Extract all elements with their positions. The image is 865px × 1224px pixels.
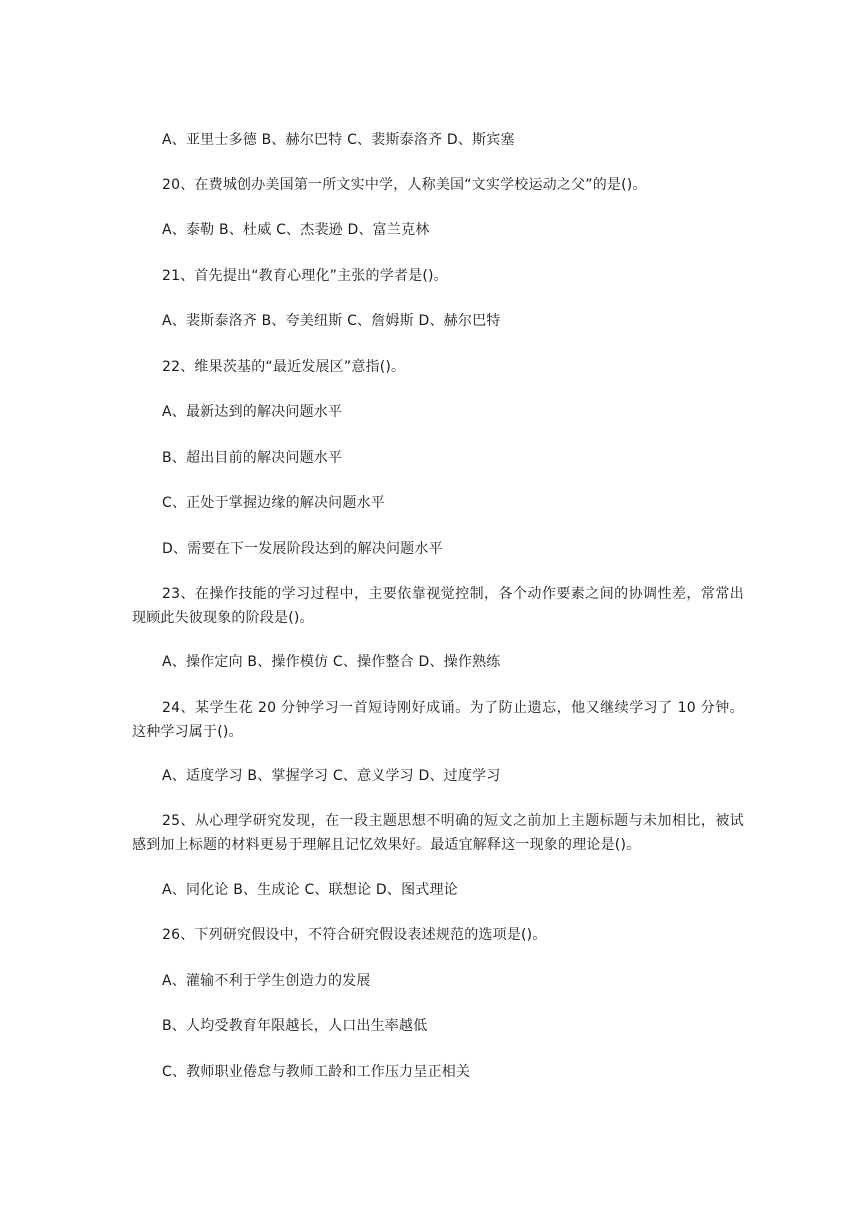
q25-question: 25、从心理学研究发现，在一段主题思想不明确的短文之前加上主题标题与未加相比，被试感到加上标题的材料更易于理解且记忆效果好。最适宜解释这一现象的理论是()。 [132,813,744,853]
q24-options: A、适度学习 B、掌握学习 C、意义学习 D、过度学习 [162,768,501,784]
q26-option-a: A、灌输不利于学生创造力的发展 [162,973,371,989]
q26-option-c: C、教师职业倦怠与教师工龄和工作压力呈正相关 [162,1064,471,1080]
q20-question: 20、在费城创办美国第一所文实中学，人称美国“文实学校运动之父”的是()。 [162,177,647,193]
q23-options: A、操作定向 B、操作模仿 C、操作整合 D、操作熟练 [162,654,501,670]
q21-options: A、裴斯泰洛齐 B、夸美纽斯 C、詹姆斯 D、赫尔巴特 [162,313,501,329]
q22-option-a: A、最新达到的解决问题水平 [162,404,343,420]
q26-question: 26、下列研究假设中，不符合研究假设表述规范的选项是()。 [162,927,547,943]
q19-options: A、亚里士多德 B、赫尔巴特 C、裴斯泰洛齐 D、斯宾塞 [162,132,515,148]
q20-options: A、泰勒 B、杜威 C、杰裴逊 D、富兰克林 [162,222,430,238]
q24-question: 24、某学生花 20 分钟学习一首短诗刚好成诵。为了防止遗忘，他又继续学习了 10 分钟。这种学习属于()。 [132,700,744,740]
q25-options: A、同化论 B、生成论 C、联想论 D、图式理论 [162,882,458,898]
q22-question: 22、维果茨基的“最近发展区”意指()。 [162,359,406,375]
q21-question: 21、首先提出“教育心理化”主张的学者是()。 [162,268,448,284]
q22-option-b: B、超出目前的解决问题水平 [162,450,343,466]
q22-option-d: D、需要在下一发展阶段达到的解决问题水平 [162,541,443,557]
q22-option-c: C、正处于掌握边缘的解决问题水平 [162,495,385,511]
q23-question: 23、在操作技能的学习过程中，主要依靠视觉控制，各个动作要素之间的协调性差，常常出现顾此失彼现象的阶段是()。 [132,586,744,626]
q26-option-b: B、人均受教育年限越长，人口出生率越低 [162,1018,428,1034]
